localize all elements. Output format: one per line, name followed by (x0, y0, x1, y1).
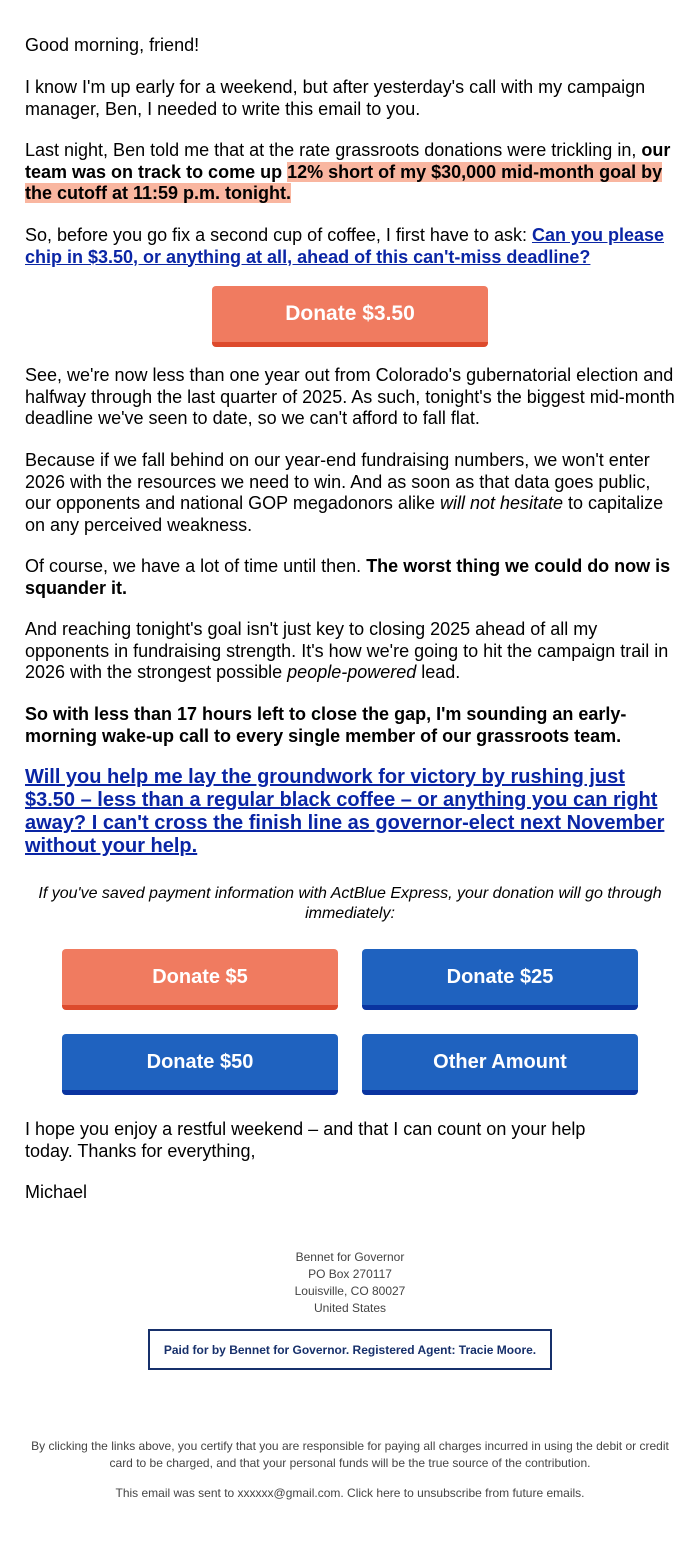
address-line-2: PO Box 270117 (308, 1267, 392, 1281)
other-amount-button[interactable]: Other Amount (362, 1034, 638, 1095)
goal-bold: our team was on track to come up (25, 140, 671, 182)
donate-50-button[interactable]: Donate $50 (62, 1034, 338, 1095)
goal-text: Last night, Ben told me that at the rate grassroots donations were trickling in, (25, 140, 642, 160)
paragraph-time (25, 556, 677, 599)
address-line-1: Bennet for Governor (295, 1250, 405, 1264)
donate-5-button[interactable]: Donate $5 (62, 949, 338, 1010)
unsubscribe-notice[interactable]: This email was sent to xxxxxx@gmail.com. Click here to unsubscribe from future emails. (115, 1486, 585, 1500)
time-text: Of course, we have a lot of time until then. (25, 556, 367, 576)
signature: Michael (25, 1182, 88, 1202)
paragraph-big-ask (25, 766, 677, 858)
fundraising-text-1: Because if we fall behind on our year-end fundraising numbers, we won't enter 2026 with the resources we need to win. And as soon as that data goes public, our opponents and national GOP megadonors alike (25, 450, 651, 513)
legal-disclaimer: By clicking the links above, you certify that you are responsible for paying all charges incurred in using the debit or credit card to be charged, and that your personal funds will be the true source of the contribution. (31, 1439, 669, 1470)
paragraph-wakeup: So with less than 17 hours left to close the gap, I'm sounding an early-morning wake-up call to every single member of our grassroots team. (25, 704, 627, 746)
paragraph-closing: I hope you enjoy a restful weekend – and that I can count on your help today. Thanks for everything, (25, 1119, 586, 1161)
goal-key-italic: people-powered (287, 662, 417, 682)
groundwork-link[interactable]: Will you help me lay the groundwork for victory by rushing just $3.50 – less than a regular black coffee – or anything you can right away? I can't cross the finish line as governor-elect next November without your help. (25, 766, 665, 857)
ask-text: So, before you go fix a second cup of coffee, I first have to ask: (25, 225, 532, 245)
chip-in-link[interactable]: Can you please chip in $3.50, or anything at all, ahead of this can't-miss deadline? (25, 225, 665, 267)
paragraph-election: See, we're now less than one year out from Colorado's gubernatorial election and halfway through the last quarter of 2025. As such, tonight's the biggest mid-month deadline we've seen to date, so we can't afford to fall flat. (25, 365, 675, 428)
mailing-address (0, 1249, 700, 1317)
fundraising-italic: will not hesitate (439, 493, 564, 513)
express-note: If you've saved payment information with ActBlue Express, your donation will go through immediately: (38, 885, 662, 922)
time-bold: The worst thing we could do now is squander it. (25, 556, 671, 598)
donate-25-button[interactable]: Donate $25 (362, 949, 638, 1010)
paragraph-fundraising (25, 450, 677, 536)
paragraph-intro: I know I'm up early for a weekend, but after yesterday's call with my campaign manager, Ben, I needed to write this email to you. (25, 77, 646, 119)
paragraph-goal-key (25, 619, 677, 684)
address-line-4: United States (313, 1301, 387, 1315)
greeting: Good morning, friend! (25, 35, 200, 55)
paragraph-ask (25, 225, 677, 268)
goal-key-text-2: lead. (416, 662, 461, 682)
address-line-3: Louisville, CO 80027 (294, 1284, 406, 1298)
paid-for-disclaimer: Paid for by Bennet for Governor. Registered Agent: Tracie Moore. (148, 1329, 552, 1370)
fundraising-text-2: to capitalize on any perceived weakness. (25, 493, 664, 535)
goal-key-text-1: And reaching tonight's goal isn't just key to closing 2025 ahead of all my opponents in fundraising strength. It's how we're going to hit the campaign trail in 2026 with the strongest possible (25, 619, 669, 682)
goal-highlight: 12% short of my $30,000 mid-month goal by the cutoff at 11:59 p.m. tonight. (25, 161, 663, 203)
donate-3-50-button[interactable]: Donate $3.50 (212, 286, 488, 347)
paragraph-goal (25, 140, 677, 205)
